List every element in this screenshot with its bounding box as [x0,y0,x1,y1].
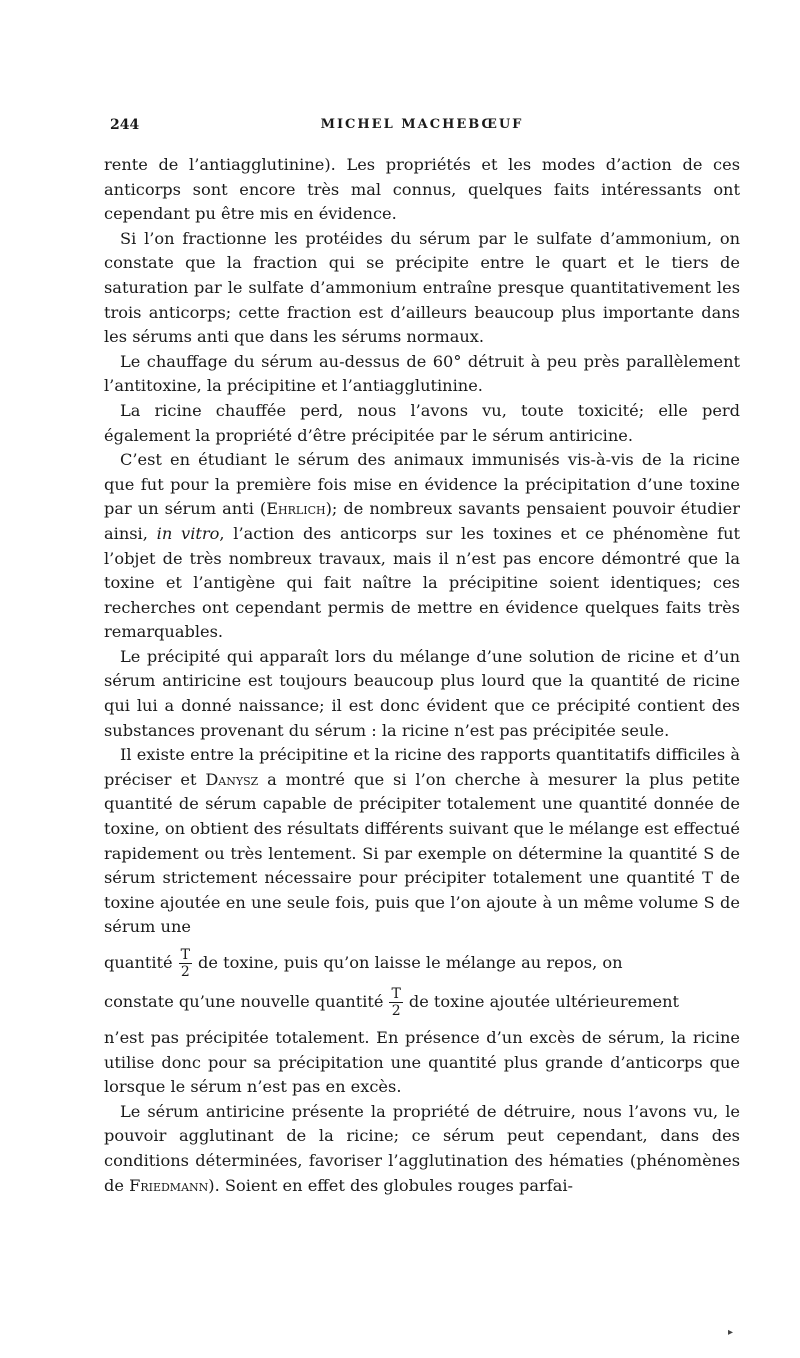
paragraph-3: Le chauffage du sérum au-dessus de 60° détruit à peu près parallèlement l’antitoxine, la précipitine et l’antiagglutinine. [104,351,740,396]
fraction-numerator: T [180,947,190,963]
paragraph-8 [104,1100,740,1198]
fraction-line-1 [104,948,740,979]
paragraph-7-end: n’est pas précipitée totalement. En présence d’un excès de sérum, la ricine utilise donc pour sa précipitation une quantité plus grande d’anticorps que lorsque le sérum n’est pas en excès. [104,1028,740,1097]
page-content [104,117,740,1198]
paragraph-5-text-c: ); de nombreux savants pensaient pouvoir étudier ainsi, [104,499,740,543]
author-ehrlich: Ehrlich [266,499,326,519]
paragraph-5-text-a: C’est en étudiant le sérum des animaux immunisés vis-à-vis de la ricine que fut pour la première fois mise en évidence la précipitation d’une toxine par un sérum anti ( [104,450,740,519]
paragraph-8-text-c: ). Soient en effet des globules rouges parfai- [208,1175,574,1195]
page-header [104,117,740,139]
author-danysz: Danysz [205,769,259,789]
paragraph-5 [104,448,740,645]
fraction-numerator: T [391,986,401,1002]
fraction-line-1-text-a: quantité [104,953,173,972]
running-head: MICHEL MACHEBŒUF [320,117,524,132]
fraction-line-2 [104,987,740,1018]
paragraph-7 [104,743,740,940]
paragraph-4: La ricine chauffée perd, nous l’avons vu, toute toxicité; elle perd également la propriété d’être précipitée par le sérum antiricine. [104,400,740,445]
fraction-t-over-2 [389,987,402,1018]
paragraph-7-text-c: a montré que si l’on cherche à mesurer la plus petite quantité de sérum capable de précipiter totalement une quantité donnée de toxine, on obtient des résultats différents suivant que le mélange est effectué rapidement ou très lentement. Si par exemple on détermine la quantité S de sérum strictement nécessaire pour précipiter totalement une quantité T de toxine ajoutée en une seule fois, puis que l’on ajoute à un même volume S de sérum une [104,769,740,937]
page-number: 244 [110,117,140,133]
fraction-line-2-text-b: de toxine ajoutée ultérieurement [408,992,680,1011]
paragraph-5-text-e: , l’action des anticorps sur les toxines et ce phénomène fut l’objet de très nombreux travaux, mais il n’est pas encore démontré que la toxine et l’antigène qui fait naître la précipitine soient identiques; ces recherches ont cependant permis de mettre en évidence quelques faits très remarquables. [104,523,741,642]
paragraph-7-text-a: Il existe entre la précipitine et la ricine des rapports quantitatifs difficiles à préciser et [104,745,740,789]
fraction-denominator: 2 [391,1003,401,1019]
fraction-line-1-text-b: de toxine, puis qu’on laisse le mélange au repos, on [197,953,623,972]
paragraph-6: Le précipité qui apparaît lors du mélange d’une solution de ricine et d’un sérum antiricine est toujours beaucoup plus lourd que la quantité de ricine qui lui a donné naissance; il est donc évident que ce précipité contient des substances provenant du sérum : la ricine n’est pas précipitée seule. [104,646,740,740]
author-friedmann: Friedmann [129,1175,209,1195]
fraction-t-over-2 [179,948,192,979]
corner-mark-icon: ▸ [728,1327,734,1338]
fraction-denominator: 2 [180,964,190,980]
paragraph-8-text-a: Le sérum antiricine présente la propriété de détruire, nous l’avons vu, le pouvoir agglutinant de la ricine; ce sérum peut cependant, dans des conditions déterminées, favoriser l’agglutination des hématies (phénomènes de [104,1101,740,1195]
body-text [104,153,740,1198]
latin-phrase: in vitro [156,523,220,543]
fraction-line-2-text-a: constate qu’une nouvelle quantité [104,992,384,1011]
paragraph-1: rente de l’antiagglutinine). Les propriétés et les modes d’action de ces anticorps sont encore très mal connus, quelques faits intéressants ont cependant pu être mis en évidence. [104,155,740,224]
paragraph-2: Si l’on fractionne les protéides du sérum par le sulfate d’ammonium, on constate que la fraction qui se précipite entre le quart et le tiers de saturation par le sulfate d’ammonium entraîne presque quantitativement les trois anticorps; cette fraction est d’ailleurs beaucoup plus importante dans les sérums anti que dans les sérums normaux. [104,228,740,347]
